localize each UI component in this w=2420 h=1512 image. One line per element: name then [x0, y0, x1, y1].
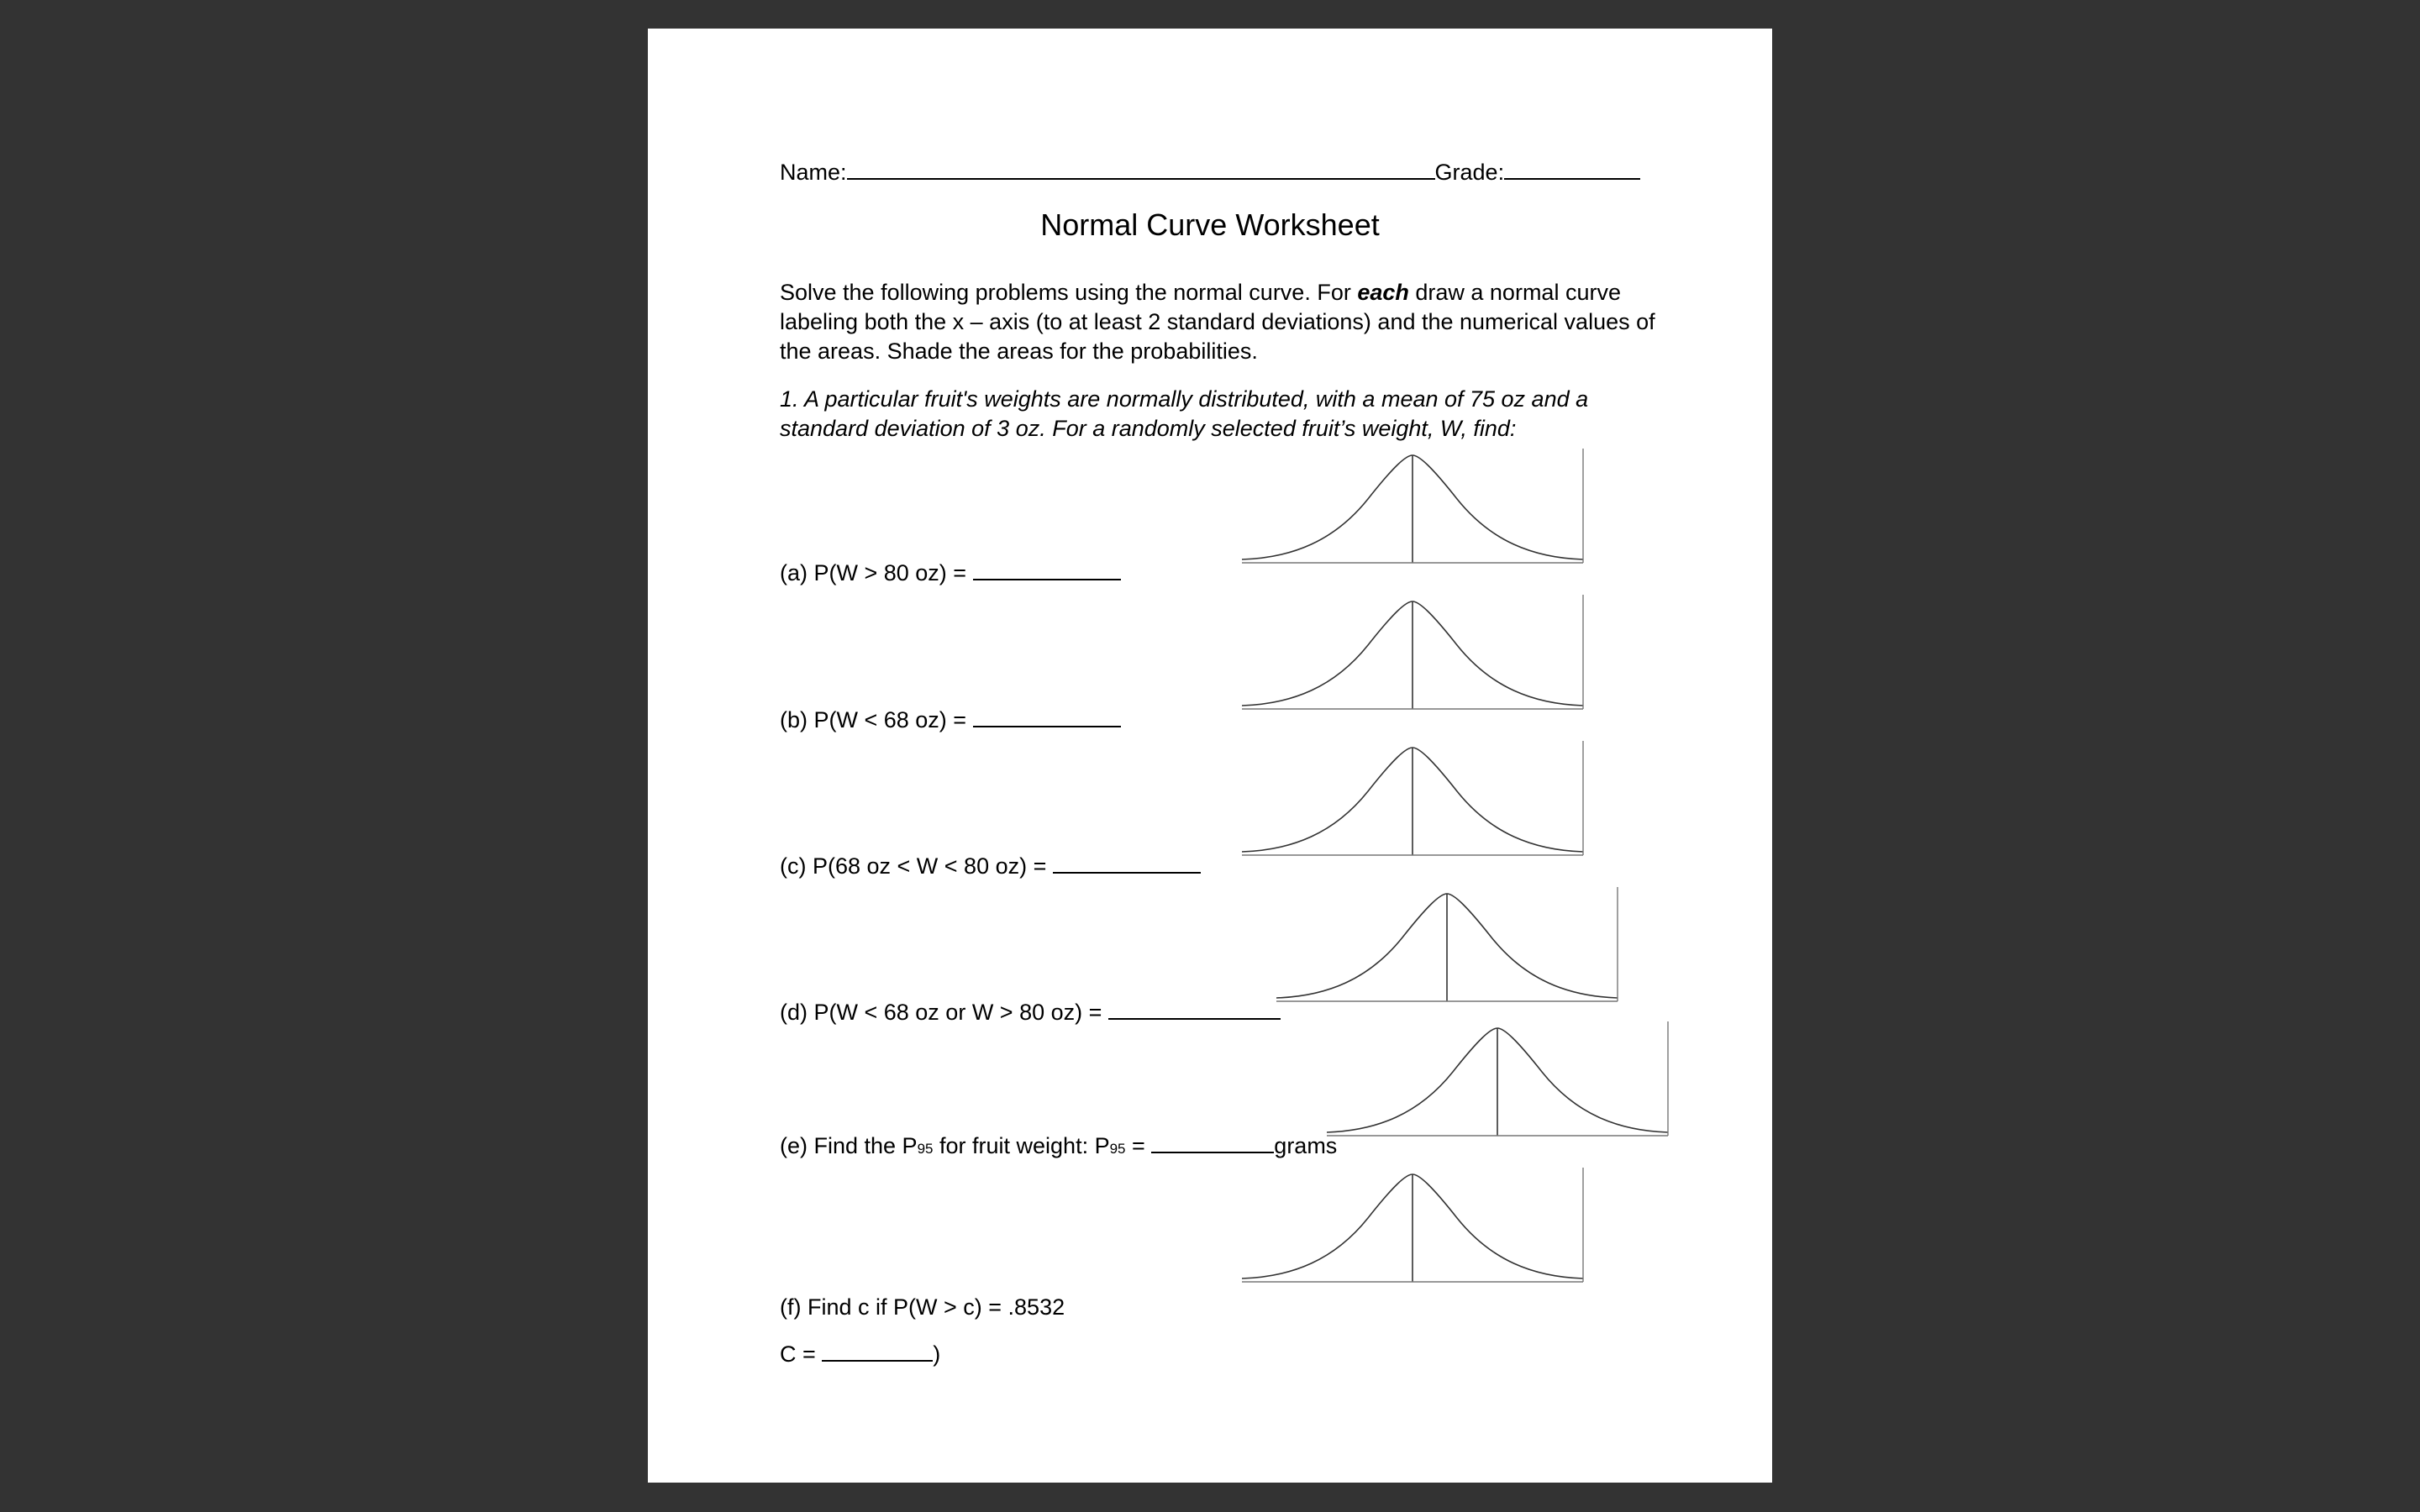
part-c-answer-blank[interactable]: [1053, 852, 1201, 874]
problem-line-1: 1. A particular fruit's weights are normally distributed, with a mean of 75 oz and a: [780, 386, 1589, 412]
normal-curve-d: [1276, 887, 1621, 1005]
part-f-answer-blank[interactable]: [822, 1340, 933, 1362]
part-d: [780, 998, 1281, 1026]
part-e-subscript-2: 95: [1109, 1141, 1126, 1157]
instructions-emphasis: each: [1357, 280, 1409, 305]
part-e-label-pre: (e) Find the P: [780, 1133, 918, 1158]
normal-curve-b: [1242, 595, 1586, 712]
normal-curve-a: [1242, 449, 1586, 566]
part-f: (f) Find c if P(W > c) = .8532: [780, 1294, 1065, 1320]
instructions-line-1: [780, 278, 1621, 307]
instructions-text-1b: draw a normal curve: [1408, 280, 1621, 305]
part-c-label: (c) P(68 oz < W < 80 oz) =: [780, 853, 1053, 879]
worksheet-page: [648, 29, 1772, 1483]
part-b-label: (b) P(W < 68 oz) =: [780, 707, 973, 732]
instructions-text-1a: Solve the following problems using the normal curve. For: [780, 280, 1358, 305]
part-b-answer-blank[interactable]: [973, 706, 1121, 727]
part-e-answer-blank[interactable]: [1151, 1131, 1274, 1153]
grade-blank: [1504, 158, 1640, 180]
part-e-subscript-1: 95: [917, 1141, 934, 1157]
part-e-unit: grams: [1274, 1133, 1338, 1158]
part-f-answer-label: C =: [780, 1341, 823, 1367]
problem-line-2: standard deviation of 3 oz. For a randomly selected fruit’s weight, W, find:: [780, 416, 1517, 441]
part-f-answer: [780, 1340, 940, 1368]
name-grade-line: [780, 158, 1640, 186]
normal-curve-f: [1242, 1168, 1586, 1285]
part-a-answer-blank[interactable]: [973, 559, 1121, 580]
part-e: [780, 1131, 1337, 1163]
part-c: [780, 852, 1201, 880]
name-blank: [847, 158, 1435, 180]
part-d-answer-blank[interactable]: [1108, 998, 1281, 1020]
normal-curve-e: [1327, 1021, 1671, 1139]
normal-curve-c: [1242, 741, 1586, 858]
instructions-line-3: the areas. Shade the areas for the probabilities.: [780, 339, 1258, 364]
part-f-paren: ): [933, 1341, 941, 1367]
part-d-label: (d) P(W < 68 oz or W > 80 oz) =: [780, 1000, 1108, 1025]
part-b: [780, 706, 1121, 734]
name-label: Name:: [780, 160, 847, 185]
part-e-label-post: =: [1125, 1133, 1152, 1158]
instructions-line-2: labeling both the x – axis (to at least 2 standard deviations) and the numerical values of: [780, 309, 1655, 334]
grade-label: Grade:: [1434, 160, 1505, 185]
part-a-label: (a) P(W > 80 oz) =: [780, 560, 973, 585]
part-e-label-mid: for fruit weight: P: [933, 1133, 1110, 1158]
page-title: Normal Curve Worksheet: [1040, 207, 1380, 242]
part-a: [780, 559, 1121, 587]
